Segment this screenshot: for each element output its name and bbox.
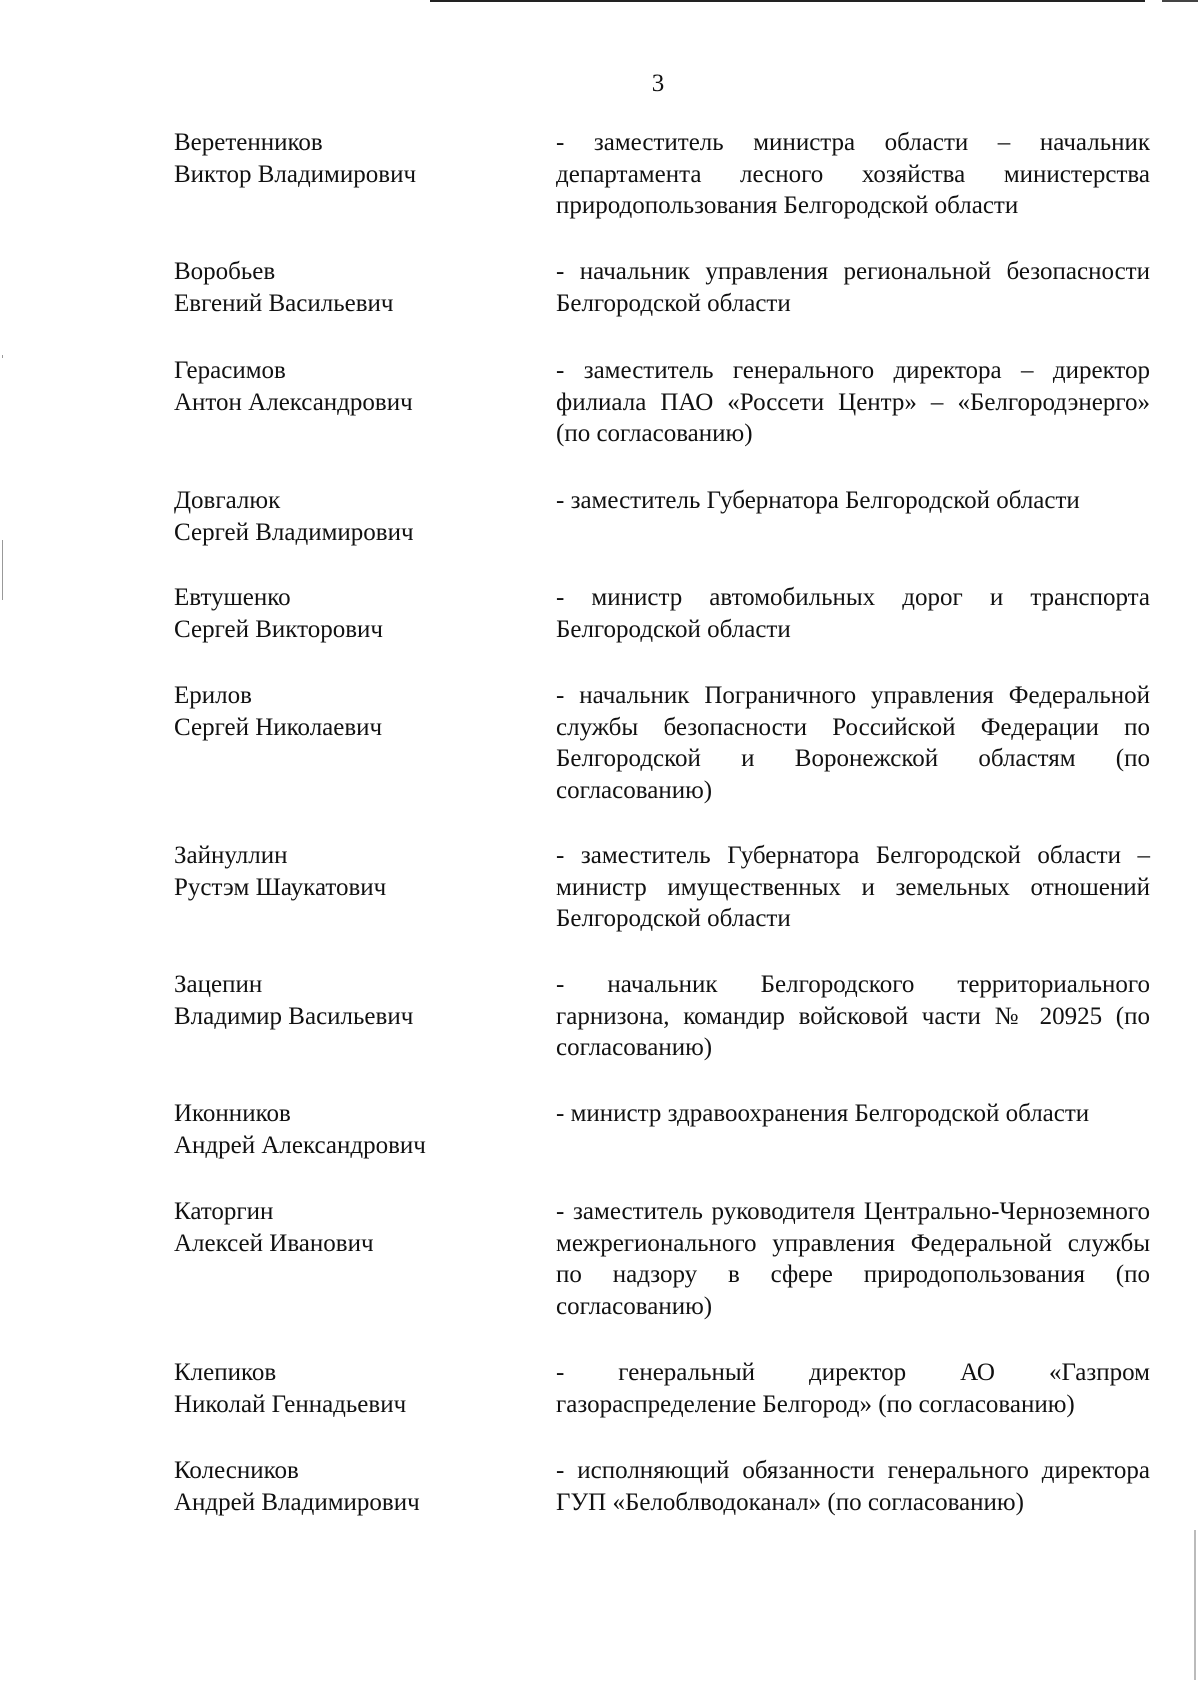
member-position: - заместитель министра области – начальник департамента лесного хозяйства министерства природопользования Белгородской области xyxy=(556,129,1150,219)
member-given-names: Сергей Владимирович xyxy=(174,518,414,546)
member-surname: Клепиков xyxy=(174,1359,277,1386)
member-name xyxy=(174,969,534,1032)
member-surname: Зацепин xyxy=(174,971,263,998)
member-position: - министр автомобильных дорог и транспорта Белгородской области xyxy=(556,584,1150,643)
member-given-names: Алексей Иванович xyxy=(174,1229,374,1257)
member-name xyxy=(174,1196,534,1259)
member-position: - генеральный директор АО «Газпром газораспределение Белгород» (по согласованию) xyxy=(556,1359,1150,1418)
member-name xyxy=(174,840,534,903)
member-surname: Ерилов xyxy=(174,682,252,709)
member-surname: Евтушенко xyxy=(174,584,291,611)
member-surname: Зайнуллин xyxy=(174,842,288,869)
member-position: - исполняющий обязанности генерального директора ГУП «Белоблводоканал» (по согласованию) xyxy=(556,1457,1150,1516)
member-given-names: Андрей Владимирович xyxy=(174,1488,420,1516)
member-surname: Воробьев xyxy=(174,258,276,285)
member-surname: Довгалюк xyxy=(174,487,281,514)
member-position: - министр здравоохранения Белгородской области xyxy=(556,1100,1090,1127)
member-position: - заместитель Губернатора Белгородской области – министр имущественных и земельных отношений Белгородской области xyxy=(556,842,1150,932)
member-position: - начальник управления региональной безопасности Белгородской области xyxy=(556,258,1150,317)
top-scan-rule-dash xyxy=(1162,0,1198,2)
page-number: 3 xyxy=(651,70,665,97)
member-position: - заместитель генерального директора – директор филиала ПАО «Россети Центр» – «Белгородэнерго» (по согласованию) xyxy=(556,357,1150,447)
member-given-names: Антон Александрович xyxy=(174,388,413,416)
scan-margin-mark xyxy=(2,355,3,358)
member-name xyxy=(174,127,534,190)
member-name xyxy=(174,1098,534,1161)
member-name xyxy=(174,485,534,548)
member-position: - начальник Белгородского территориального гарнизона, командир войсковой части № 20925 (по согласованию) xyxy=(556,971,1150,1061)
member-position: - начальник Пограничного управления Федеральной службы безопасности Российской Федерации по Белгородской и Воронежской областям (по согласованию) xyxy=(556,682,1150,804)
member-position: - заместитель Губернатора Белгородской области xyxy=(556,487,1080,514)
member-given-names: Виктор Владимирович xyxy=(174,160,417,188)
member-surname: Колесников xyxy=(174,1457,299,1484)
member-given-names: Рустэм Шаукатович xyxy=(174,873,387,901)
member-surname: Герасимов xyxy=(174,357,286,384)
member-surname: Веретенников xyxy=(174,129,323,156)
member-given-names: Владимир Васильевич xyxy=(174,1002,414,1030)
member-name xyxy=(174,355,534,418)
scan-edge-mark xyxy=(1194,1530,1196,1680)
member-given-names: Сергей Николаевич xyxy=(174,713,383,741)
member-position: - заместитель руководителя Центрально-Черноземного межрегионального управления Федеральной службы по надзору в сфере природопользования (по согласованию) xyxy=(556,1198,1150,1320)
member-surname: Иконников xyxy=(174,1100,291,1127)
member-surname: Каторгин xyxy=(174,1198,274,1225)
member-name xyxy=(174,1455,534,1518)
top-scan-rule xyxy=(430,0,1145,2)
member-given-names: Николай Геннадьевич xyxy=(174,1390,407,1418)
member-given-names: Евгений Васильевич xyxy=(174,289,394,317)
scan-margin-mark xyxy=(2,540,3,600)
member-name xyxy=(174,256,534,319)
member-name xyxy=(174,1357,534,1420)
member-given-names: Андрей Александрович xyxy=(174,1131,426,1159)
member-name xyxy=(174,680,534,743)
member-given-names: Сергей Викторович xyxy=(174,615,383,643)
member-name xyxy=(174,582,534,645)
